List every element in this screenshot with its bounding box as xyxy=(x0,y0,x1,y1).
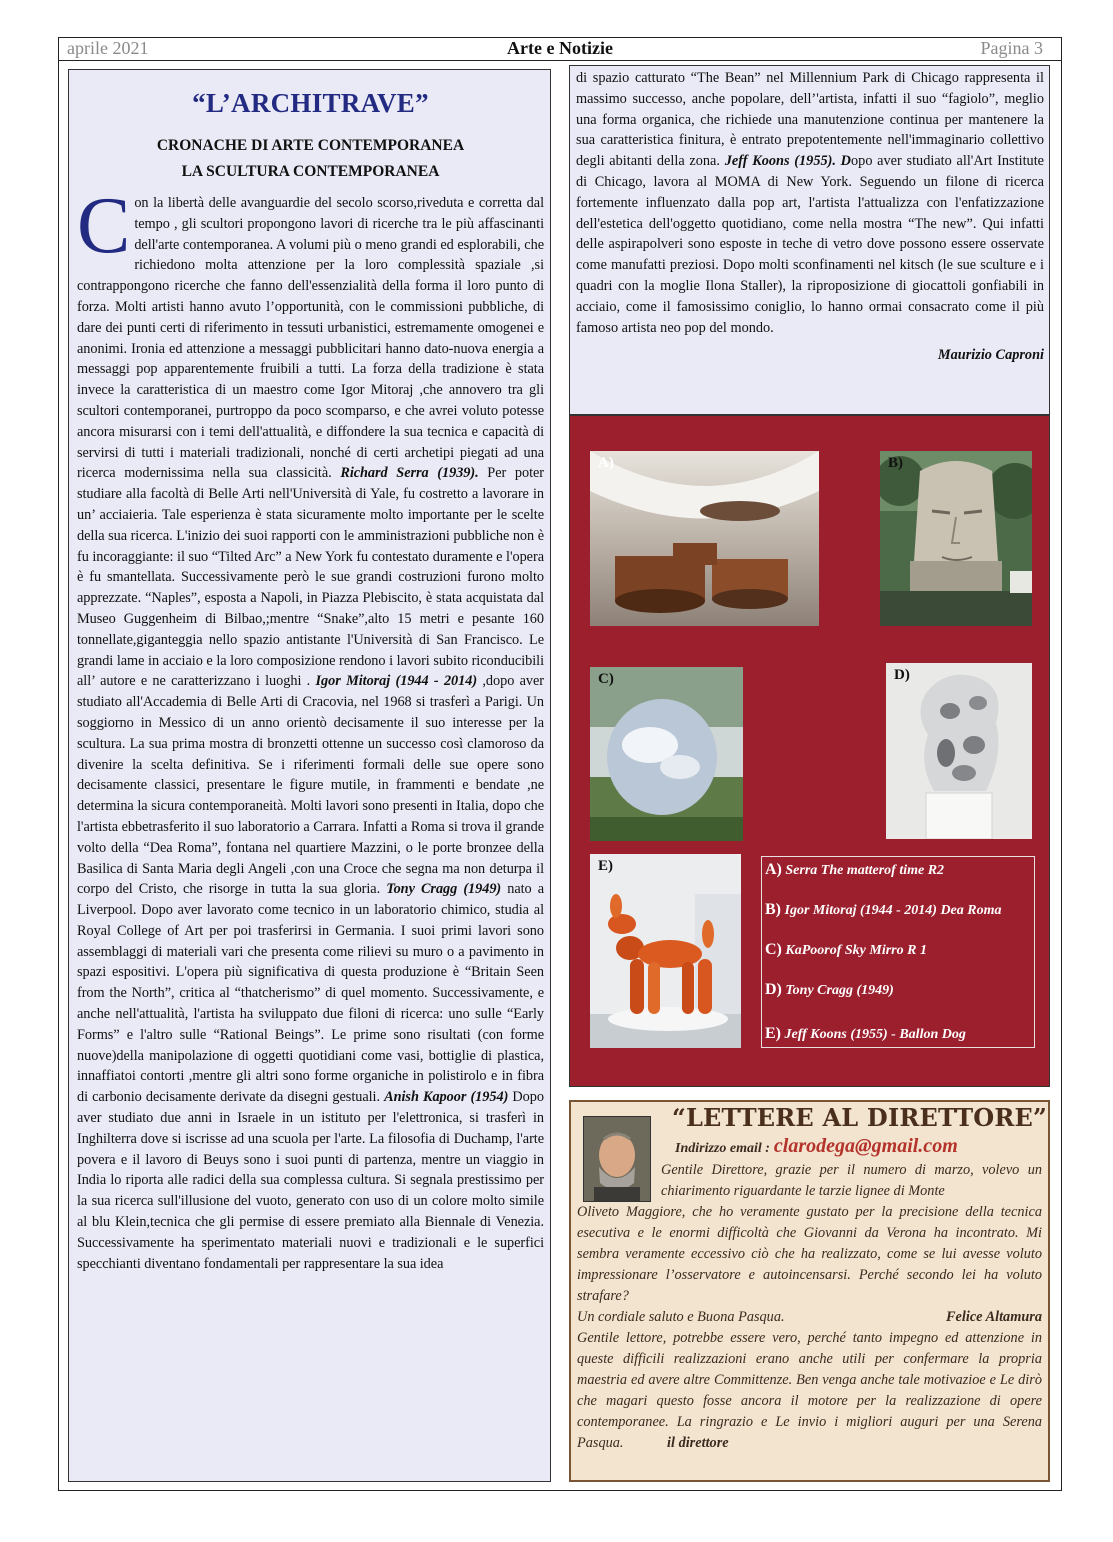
artist-name: Richard Serra (1939). xyxy=(340,465,479,482)
photo-cragg-sculpture xyxy=(886,663,1032,839)
artist-name: Anish Kapoor (1954) xyxy=(384,1089,509,1106)
issue-date: aprile 2021 xyxy=(67,38,149,58)
photo-kapoor-mirror xyxy=(590,667,743,841)
article-body xyxy=(77,182,545,1274)
caption-item: E) Jeff Koons (1955) - Ballon Dog xyxy=(765,1025,966,1042)
article-title: “L’ARCHITRAVE” xyxy=(192,88,429,118)
article-text: on la libertà delle avanguardie del secolo scorso,riveduta e corretta dal tempo , gli scultori propongono lavori di ricerche tra le più affascinanti dell'arte contemporanea. A volumi più o meno grandi ed esplorabili, che richiedono molta attenzione per la loro complessità spaziale ,si contrappongono ricerche che fanno dell'essenzialità della forma il loro punto di forza. Molti artisti hanno avuto l’opportunità, con le commissioni pubbliche, di dare dei punti certi di riferimento in tessuti urbanistici, estremamente omogenei e anonimi. Ironia ed attenzione a messaggi pubblicitari hanno dato-nuova energia a messaggi pop apparentemente fruibili a tutti. La forza della tradizione è stata invece la caratteristica di un maestro come Igor Mitoraj ,che annovero tra gli scultori contemporanei, purtroppo da poco scomparso, e che avrei voluto potesse ancora misurarsi con i temi dell'attualità, e diffondere la sua tecnica e capacità di servirsi di tutti i materiali tradizionali, nonché di certi archetipi piegati ad una ricerca modernissima nella sua classicità. xyxy=(77,195,544,482)
artist-name: Tony Cragg (1949) xyxy=(386,881,502,898)
article-text: opo aver studiato all'Art Institute di Chicago, lavora al MOMA di New York. Seguendo un filone di ricerca fortemente influenzato dalla pop art, l'artista l'attualizza con l'enfatizzazione dell'estetica dell'oggetto quotidiano, come nella mostra “The new”. Qui infatti delle aspirapolveri sono esposte in teche di vetro dove possono essere osservate come manufatti preziosi. Dopo molti sconfinamenti nel kitsch (le sue sculture e i quadri con la moglie Ilona Staller), la riproposizione di giocattoli gonfiabili in acciaio, come il famosissimo coniglio, lo hanno ormai consacrato come il più famoso artista neo pop del mondo. xyxy=(576,153,1045,336)
caption-item: C) KaPoorof Sky Mirro R 1 xyxy=(765,941,927,958)
reply-text: Gentile lettore, potrebbe essere vero, perché tanto impegno ed attenzione in queste difficili realizzazioni erano anche utili per confermare la propria maestria ed avere altre Committenze. Ben venga anche tale motivazioe e Le dirò che magari questo fosse ancora il motore per la realizzazione di opere contemporanee. La ringrazio e Le invio i migliori auguri per una Serena Pasqua. xyxy=(577,1330,1042,1451)
letters-title: “LETTERE AL DIRETTORE” xyxy=(671,1103,1048,1132)
photo-serra-sculpture xyxy=(590,451,819,626)
letter-signoff xyxy=(577,1307,1042,1328)
letters-text xyxy=(577,1160,1042,1454)
article-text: nato a Liverpool. Dopo aver lavorato come tecnico in un laboratorio chimico, studia al Royal College of Art per poi trasferirsi in Germania. I suoi primi lavori sono assemblaggi di materiali vari che presenta come rilievi su muro o a pavimento in spazi espositivi. L'opera più significativa di questa produzione è “Britain Seen from the North”, critica al “thatcherismo” di quel momento. Successivamente, e anche nell'attualità, l'artista ha sviluppato due filoni di ricerca: uno sulle “Early Forms” e l'altro sulle “Rational Beings”. Le prime sono risultati (con forme nuove)della manipolazione di oggetti quotidiani come vasi, bottiglie di plastica, innaffiatoi contorti ,mentre gli altri sono forme organiche in polistirolo e in fibra di carbonio decisamente derivate da disegni gestuali. xyxy=(77,881,544,1106)
image-captions xyxy=(761,856,1035,1048)
article-text: Dopo aver studiato due anni in Israele in un istituto per l'elettronica, si trasferì in Inghilterra dove si iscrisse ad una scuola per l'arte. La filosofia di Duchamp, l'arte povera e il lavoro di Beuys sono i suoi punti di partenza, mentre un viaggio in India lo riporta alle radici della sua complessa cultura. Si segnala prestissimo per la sua ricerca sull'illusione del vuoto, generato con uso di un colore molto simile al blu Klein,tecnica che gli permise di essere premiato alla Biennale di Venezia. Successivamente ha sperimentato materiali nuovi e tradizionali e le superfici specchianti diventano fondamentali per rappresentare la sua idea xyxy=(77,1089,544,1272)
article-subtitle-2: LA SCULTURA CONTEMPORANEA xyxy=(181,163,440,180)
caption-item: B) Igor Mitoraj (1944 - 2014) Dea Roma xyxy=(765,901,1002,918)
email-link[interactable]: clarodega@gmail.com xyxy=(773,1135,958,1157)
image-label: B) xyxy=(888,455,903,471)
article-text: di spazio catturato “The Bean” nel Millennium Park di Chicago rappresenta il massimo successo, anche popolare, dell’'artista, infatti il suo “fagiolo”, meglio una forma organica, che richiede una manutenzione continua per mantenere la sua caratteristica finitura, è entrato prepotentemente nell'immaginario collettivo degli abitanti della zona. xyxy=(576,70,1044,170)
image-label: A) xyxy=(598,455,614,471)
page-number: Pagina 3 xyxy=(980,38,1043,58)
email-label: Indirizzo email : xyxy=(675,1141,770,1156)
article-text: ,dopo aver studiato all'Accademia di Belle Arti di Cracovia, nel 1968 si trasferì a Parigi. Un soggiorno in Messico di un anno orientò decisamente il suo interesse per la scultura. La sua prima mostra di bronzetti ottenne un successo così clamoroso da divenire la scelta definitiva. Se i riferimenti formali delle sue opere sono decisamente classici, presentare le figure mutile, in frammenti e bendate ,ne determina la sicura contemporaneità. Molti lavori sono presenti in Italia, dopo che l'artista ebbetrasferito il suo laboratorio a Carrara. Infatti a Roma si trova il grande volto della “Dea Roma”, fontana nel quartiere Mazzini, o le porte bronzee della Basilica di Santa Maria degli Angeli ,con una Croce che segna ma non deturpa il corpo del Cristo, che risorge in tutta la sua gloria. xyxy=(77,673,545,898)
author-signature: Maurizio Caproni xyxy=(937,347,1044,364)
image-label: C) xyxy=(598,671,614,687)
letter-sender: Felice Altamura xyxy=(946,1309,1042,1325)
artist-name: Igor Mitoraj (1944 - 2014) xyxy=(315,673,478,690)
photo-mitoraj-face xyxy=(880,451,1032,626)
letters-box xyxy=(569,1100,1050,1482)
article-text: Per poter studiare alla facoltà di Belle Arti nell'Università di Yale, fu costretto a lavorare in un’ acciaieria. Tale esperienza è stata sicuramente molto importante per le scelte della sua ricerca. L'inizio dei suoi rapporti con le amministrazioni pubbliche non è fu incoraggiante: il suo “Tilted Arc” a New York fu contestato duramente e l'opera è fu smantellata. Successivamente però le sue grandi costruzioni furono molto apprezzate. “Naples”, esposta a Napoli, in Piazza Plebiscito, è stata acquistata dal Museo Guggenheim di Bilbao,;mentre “Snake”,alto 15 metri e pesante 160 tonnellate,giganteggia nello spazio antistante l'Università di San Francisco. Le grandi lame in acciaio e la loro composizione rendono i lavori subito riconducibili all’ autore e ne caratterizzano i luoghi . xyxy=(77,465,545,690)
article-subtitle-1: CRONACHE DI ARTE CONTEMPORANEA xyxy=(156,137,465,154)
newspaper-title: Arte e Notizie xyxy=(507,38,613,58)
letter-greeting: Un cordiale saluto e Buona Pasqua. xyxy=(577,1309,785,1325)
article-continuation xyxy=(569,65,1050,415)
page-header xyxy=(59,38,1061,61)
caption-item: A) Serra The matterof time R2 xyxy=(765,861,945,878)
photo-koons-balloon-dog xyxy=(590,854,741,1048)
artist-name: Jeff Koons (1955). D xyxy=(724,153,852,170)
letters-email-line xyxy=(675,1136,958,1159)
drop-cap: C xyxy=(77,182,131,270)
image-label: D) xyxy=(894,667,910,683)
image-label: E) xyxy=(598,858,613,874)
letter-text: Gentile Direttore, grazie per il numero di marzo, volevo un chiarimento riguardante le tarzie lignee di Monte xyxy=(661,1162,1042,1199)
reply-signature: il direttore xyxy=(667,1435,729,1451)
caption-item: D) Tony Cragg (1949) xyxy=(765,981,894,998)
letter-text: Oliveto Maggiore, che ho veramente gustato per la precisione della tecnica esecutiva e le enormi difficoltà che Giovanni da Verona ha incontrato. Mi sembra veramente eccessivo ciò che ha realizzato, come se lui avesse voluto impressionare l’osservatore e autoincensarsi. Perché secondo lei ha voluto strafare? xyxy=(577,1204,1042,1304)
article-column xyxy=(68,69,551,1482)
